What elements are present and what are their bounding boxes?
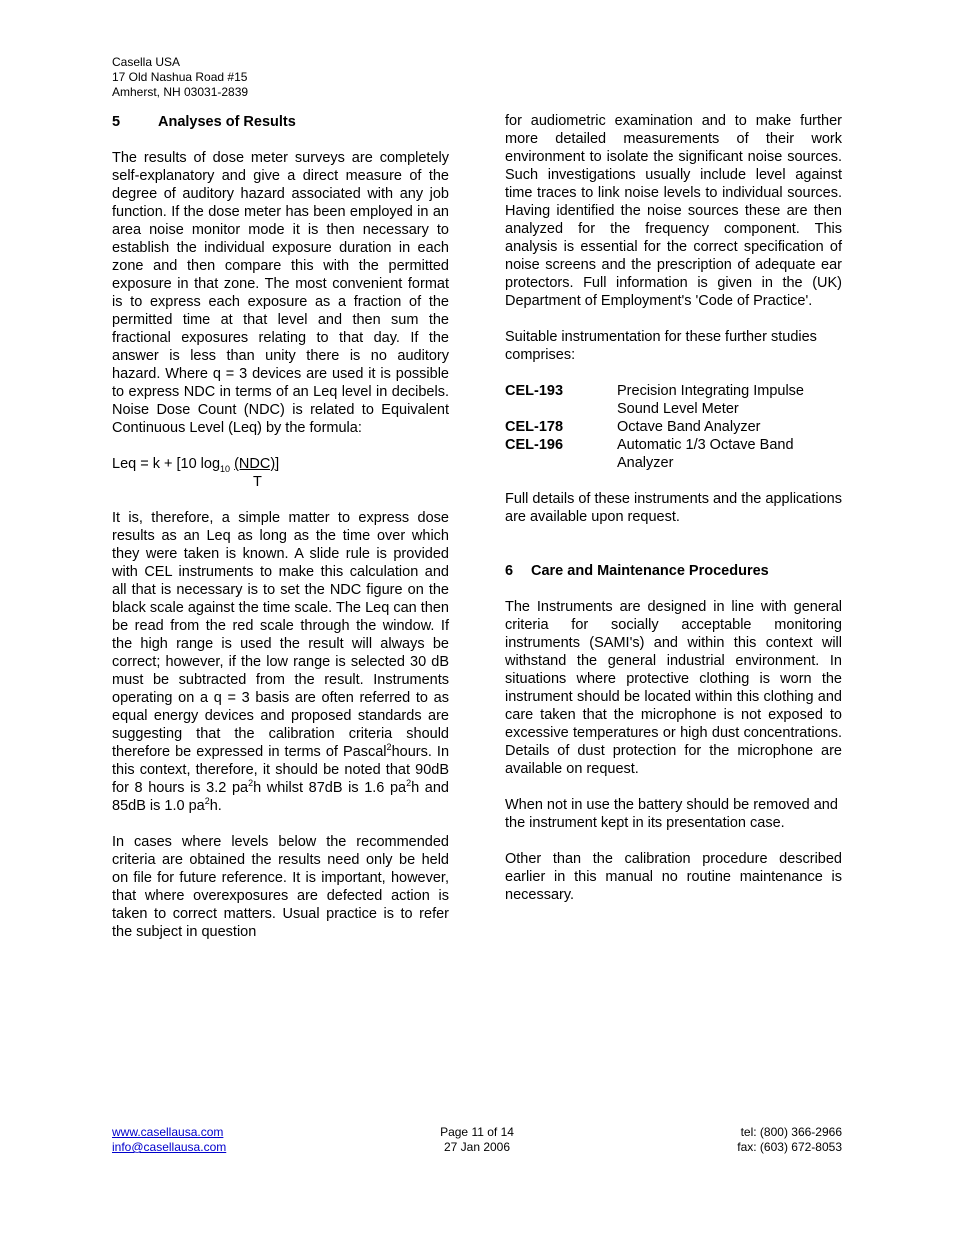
section-6-title: Care and Maintenance Procedures <box>531 563 769 579</box>
section-5-paragraph-2: It is, therefore, a simple matter to express dose results as an Leq as long as the time over which they were taken is known. A slide rule is provided with CEL instruments to make this calculation and all that is necessary is to set the NDC figure on the black scale against the time scale. The Leq can then be read from the red scale through the window. If the high range is used the result will always be correct; however, if the low range is selected 30 dB must be subtracted from the result. Instruments operating on a q = 3 basis are often referred to as equal energy devices and proposed standards are suggesting that the calibration criteria should therefore be expressed in terms of Pascal$^2$hours. In this context, therefore, it should be noted that 90dB for 8 hours is 3.2 $pa^2h$ whilst 87dB is 1.6 $pa^2h$ and 85dB is 1.0 $pa^2h$. <box>112 510 450 814</box>
document-date: 27 Jan 2006 <box>443 1140 511 1154</box>
instrument-description: Precision Integrating Impulse Sound Level Meter <box>617 383 804 417</box>
section-5-heading <box>112 113 449 131</box>
right-column <box>505 112 842 904</box>
section-6-paragraph-2: When not in use the battery should be removed and the instrument kept in its presentation case. <box>505 797 838 831</box>
page-header <box>112 55 248 100</box>
section-6-paragraph-3: Other than the calibration procedure described earlier in this manual no routine maintenance is necessary. <box>505 851 842 903</box>
instrument-description: Automatic 1/3 Octave Band Analyzer <box>617 437 794 471</box>
footer-contacts <box>112 1125 226 1155</box>
leq-formula <box>112 455 449 491</box>
section-5-paragraph-3: In cases where levels below the recommended criteria are obtained the results need only be held on file for future reference. It is important, however, that where overexposures are defected action is taken to correct matters. Usual practice is to refer the subject in question <box>112 834 449 940</box>
section-5-title: Analyses of Results <box>158 114 296 130</box>
section-5-paragraph-5: Full details of these instruments and the applications are available upon request. <box>505 491 842 525</box>
formula-numerator: (NDC)] <box>234 456 280 472</box>
instrument-description: Octave Band Analyzer <box>617 419 761 435</box>
email-link[interactable]: info@casellausa.com <box>112 1140 227 1154</box>
instrument-list <box>505 382 842 472</box>
section-5-number: 5 <box>112 114 121 130</box>
telephone: tel: (800) 366-2966 <box>740 1125 842 1139</box>
fax: fax: (603) 672-8053 <box>737 1140 842 1154</box>
company-name: Casella USA <box>112 55 181 69</box>
left-column <box>112 113 449 941</box>
instrument-code: CEL-193 <box>505 383 564 399</box>
formula-log-base: 10 <box>220 463 231 474</box>
address-line-1: 17 Old Nashua Road #15 <box>112 70 248 84</box>
section-6-number: 6 <box>505 563 514 579</box>
section-6-heading <box>505 562 842 580</box>
footer-page-info <box>400 1125 554 1155</box>
section-5-paragraph-1: The results of dose meter surveys are completely self-explanatory and give a direct measure of the degree of auditory hazard associated with any job function. If the dose meter has been employed in an area noise monitor mode it is then necessary to establish the individual exposure duration in each zone and then compare this with the permitted exposure in that zone. The most convenient format is to express each exposure as a fraction of the permitted time at that level and then sum the fractional exposures relating to that day. If the answer is less than unity there is no auditory hazard. Where q = 3 devices are used it is possible to express NDC in terms of an Leq level in decibels. Noise Dose Count (NDC) is related to Equivalent Continuous Level (Leq) by the formula: <box>112 150 449 436</box>
section-5-paragraph-4: Suitable instrumentation for these further studies comprises: <box>505 329 817 363</box>
address-line-2: Amherst, NH 03031-2839 <box>112 85 249 99</box>
instrument-code: CEL-196 <box>505 437 564 453</box>
page-number: Page 11 of 14 <box>440 1125 514 1139</box>
section-6-paragraph-1: The Instruments are designed in line with general criteria for socially acceptable monitoring instruments (SAMI's) and within this context will withstand the general industrial environment. In situations where protective clothing is worn the instrument should be located within this clothing and care taken that the microphone is not exposed to excessive temperatures or high dust concentrations. Details of dust protection for the microphone are available on request. <box>505 599 842 777</box>
formula-denominator: T <box>253 474 262 490</box>
section-5-paragraph-3-continued: for audiometric examination and to make further more detailed measurements of their work environment to isolate the significant noise sources. Such investigations usually include level against time traces to link noise levels to individual sources. Having identified the noise sources these are then analyzed for the frequency component. This analysis is essential for the correct specification of noise screens and the prescription of adequate ear protectors. Full information is given in the (UK) Department of Employment's 'Code of Practice'. <box>505 113 842 309</box>
footer-phone <box>737 1125 842 1155</box>
instrument-code: CEL-178 <box>505 419 564 435</box>
website-link[interactable]: www.casellausa.com <box>112 1125 224 1139</box>
formula-lhs: Leq = k + [10 log <box>112 456 221 472</box>
